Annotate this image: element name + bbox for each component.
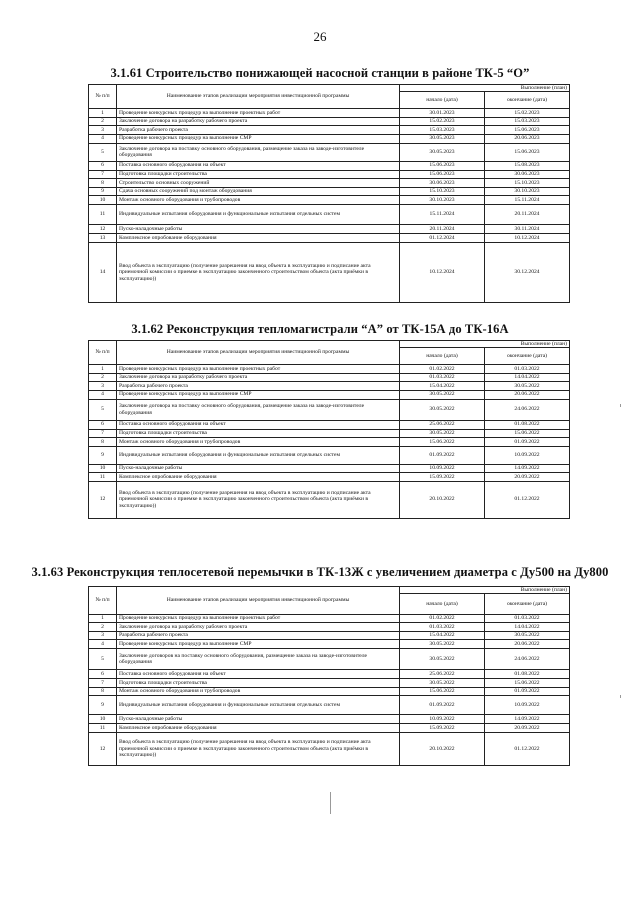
row-number: 1 (89, 365, 117, 374)
row-start-date: 15.02.2023 (400, 117, 485, 126)
row-number: 12 (89, 732, 117, 765)
row-end-date: 30.05.2022 (485, 631, 570, 640)
table-row (89, 179, 570, 188)
row-start-date: 15.03.2023 (400, 126, 485, 135)
table-row (89, 126, 570, 135)
table-row (89, 724, 570, 733)
row-end-date: 20.06.2022 (485, 390, 570, 399)
row-end-date: 01.08.2022 (485, 420, 570, 429)
table-row (89, 438, 570, 447)
row-stage-name: Разработка рабочего проекта (117, 382, 400, 391)
row-stage-name: Заключение договора на разработку рабочего проекта (117, 117, 400, 126)
row-start-date: 25.06.2022 (400, 420, 485, 429)
row-start-date: 30.05.2022 (400, 640, 485, 649)
row-end-date: 15.06.2023 (485, 126, 570, 135)
row-start-date: 20.10.2022 (400, 481, 485, 518)
row-end-date: 30.06.2023 (485, 170, 570, 179)
row-end-date: 24.06.2022 (485, 399, 570, 420)
table-row (89, 614, 570, 623)
row-number: 8 (89, 179, 117, 188)
row-end-date: 15.02.2023 (485, 109, 570, 118)
row-stage-name: Проведение конкурсных процедур на выполнение проектных работ (117, 614, 400, 623)
row-number: 5 (89, 143, 117, 161)
row-number: 9 (89, 446, 117, 464)
row-start-date: 30.05.2022 (400, 649, 485, 670)
table-row (89, 117, 570, 126)
row-number: 2 (89, 373, 117, 382)
row-stage-name: Ввод объекта в эксплуатацию (получение разрешения на ввод объекта в эксплуатацию и подписание акта приемочной комиссии о приемке в эксплуатацию законченного строительством объекта (акта приёмки в эксплуатацию)) (117, 732, 400, 765)
row-end-date: 10.09.2022 (485, 696, 570, 715)
header-execution: Выполнение (план) (400, 85, 570, 92)
row-stage-name: Сдача основных сооружений под монтаж оборудования (117, 187, 400, 196)
row-number: 2 (89, 117, 117, 126)
row-start-date: 30.05.2022 (400, 390, 485, 399)
header-name: Наименование этапов реализации мероприятия инвестиционной программы (117, 85, 400, 109)
row-number: 11 (89, 205, 117, 225)
header-end: окончание (дата) (485, 348, 570, 365)
table-row (89, 715, 570, 724)
row-stage-name: Разработка рабочего проекта (117, 126, 400, 135)
row-end-date: 01.08.2022 (485, 670, 570, 679)
row-number: 4 (89, 640, 117, 649)
row-number: 6 (89, 420, 117, 429)
row-number: 8 (89, 687, 117, 696)
row-start-date: 01.03.2022 (400, 373, 485, 382)
row-end-date: 20.11.2024 (485, 205, 570, 225)
section-title-3-1-63: 3.1.63 Реконструкция теплосетевой перемычки в ТК-13Ж с увеличением диаметра с Ду500 на Ду800 (31, 565, 609, 579)
row-start-date: 01.12.2024 (400, 234, 485, 243)
table-row (89, 234, 570, 243)
row-end-date: 15.06.2023 (485, 143, 570, 161)
section-title-3-1-62: 3.1.62 Реконструкция тепломагистрали “А” от ТК-15А до ТК-16А (131, 322, 509, 336)
row-number: 1 (89, 109, 117, 118)
header-execution: Выполнение (план) (400, 587, 570, 594)
row-end-date: 14.09.2022 (485, 715, 570, 724)
row-number: 6 (89, 670, 117, 679)
row-end-date: 30.05.2022 (485, 382, 570, 391)
row-stage-name: Пуско-наладочные работы (117, 225, 400, 234)
row-end-date: 20.09.2022 (485, 473, 570, 482)
row-end-date: 10.12.2024 (485, 234, 570, 243)
table-row (89, 640, 570, 649)
row-stage-name: Ввод объекта в эксплуатацию (получение разрешения на ввод объекта в эксплуатацию и подписание акта приемочной комиссии о приемке в эксплуатацию законченного строительством объекта (акта приёмки в эксплуатацию)) (117, 243, 400, 303)
row-end-date: 15.06.2022 (485, 679, 570, 688)
row-start-date: 15.06.2023 (400, 161, 485, 170)
row-number: 4 (89, 134, 117, 143)
row-start-date: 30.05.2022 (400, 679, 485, 688)
row-start-date: 30.10.2023 (400, 196, 485, 205)
row-start-date: 30.06.2023 (400, 179, 485, 188)
row-stage-name: Проведение конкурсных процедур на выполнение проектных работ (117, 365, 400, 374)
row-end-date: 15.03.2023 (485, 117, 570, 126)
row-stage-name: Заключение договора на разработку рабочего проекта (117, 373, 400, 382)
row-start-date: 15.11.2024 (400, 205, 485, 225)
table-row (89, 196, 570, 205)
row-number: 7 (89, 429, 117, 438)
row-stage-name: Пуско-наладочные работы (117, 715, 400, 724)
table-row (89, 631, 570, 640)
row-number: 3 (89, 631, 117, 640)
table-row (89, 679, 570, 688)
row-start-date: 10.09.2022 (400, 715, 485, 724)
row-stage-name: Проведение конкурсных процедур на выполнение СМР (117, 640, 400, 649)
row-end-date: 15.11.2024 (485, 196, 570, 205)
row-number: 3 (89, 382, 117, 391)
table-row (89, 382, 570, 391)
row-start-date: 30.05.2023 (400, 134, 485, 143)
table-row (89, 134, 570, 143)
row-end-date: 20.09.2022 (485, 724, 570, 733)
table-row (89, 170, 570, 179)
row-number: 5 (89, 649, 117, 670)
table-row (89, 732, 570, 765)
row-stage-name: Индивидуальные испытания оборудования и функциональные испытания отдельных систем (117, 446, 400, 464)
row-end-date: 24.06.2022 (485, 649, 570, 670)
row-end-date: 15.10.2023 (485, 179, 570, 188)
row-stage-name: Комплексное опробование оборудования (117, 234, 400, 243)
row-end-date: 01.09.2022 (485, 438, 570, 447)
row-start-date: 01.09.2022 (400, 446, 485, 464)
table-row (89, 696, 570, 715)
row-number: 8 (89, 438, 117, 447)
row-number: 3 (89, 126, 117, 135)
row-number: 2 (89, 623, 117, 632)
row-number: 9 (89, 187, 117, 196)
section-title-3-1-61: 3.1.61 Строительство понижающей насосной станции в районе ТК-5 “О” (110, 66, 530, 80)
row-number: 14 (89, 243, 117, 303)
table-row (89, 187, 570, 196)
row-stage-name: Заключение договора на поставку основного оборудования, размещение заказа на заводе-изготовителе оборудования (117, 143, 400, 161)
row-start-date: 15.10.2023 (400, 187, 485, 196)
header-end: окончание (дата) (485, 92, 570, 109)
row-end-date: 20.06.2023 (485, 134, 570, 143)
row-stage-name: Строительство основных сооружений (117, 179, 400, 188)
row-start-date: 25.06.2022 (400, 670, 485, 679)
row-start-date: 15.09.2022 (400, 724, 485, 733)
table-row (89, 429, 570, 438)
row-end-date: 10.09.2022 (485, 446, 570, 464)
row-number: 11 (89, 473, 117, 482)
row-start-date: 20.11.2024 (400, 225, 485, 234)
row-end-date: 01.03.2022 (485, 365, 570, 374)
row-stage-name: Поставка основного оборудования на объект (117, 420, 400, 429)
row-stage-name: Заключение договора на поставку основного оборудования, размещение заказа на заводе-изготовителе оборудования (117, 399, 400, 420)
row-stage-name: Монтаж основного оборудования и трубопроводов (117, 687, 400, 696)
row-start-date: 30.05.2023 (400, 143, 485, 161)
scan-mark (620, 404, 621, 407)
row-number: 1 (89, 614, 117, 623)
row-start-date: 20.10.2022 (400, 732, 485, 765)
row-number: 5 (89, 399, 117, 420)
row-start-date: 01.09.2022 (400, 696, 485, 715)
schedule-table-3-1-61 (88, 84, 570, 303)
table-row (89, 481, 570, 518)
row-stage-name: Поставка основного оборудования на объект (117, 161, 400, 170)
row-number: 7 (89, 679, 117, 688)
table-row (89, 399, 570, 420)
row-end-date: 30.10.2023 (485, 187, 570, 196)
header-execution: Выполнение (план) (400, 341, 570, 348)
table-row (89, 390, 570, 399)
row-number: 10 (89, 196, 117, 205)
row-stage-name: Разработка рабочего проекта (117, 631, 400, 640)
row-stage-name: Проведение конкурсных процедур на выполнение СМР (117, 390, 400, 399)
row-start-date: 15.06.2022 (400, 438, 485, 447)
table-row (89, 623, 570, 632)
row-end-date: 01.12.2022 (485, 481, 570, 518)
header-num: № п/п (89, 85, 117, 109)
row-start-date: 15.04.2022 (400, 631, 485, 640)
table-row (89, 373, 570, 382)
header-num: № п/п (89, 587, 117, 615)
table-row (89, 464, 570, 473)
scan-mark (330, 792, 331, 814)
page-number: 26 (313, 29, 327, 44)
table-row (89, 670, 570, 679)
row-start-date: 15.06.2022 (400, 687, 485, 696)
table-row (89, 161, 570, 170)
schedule-table-3-1-63 (88, 586, 570, 766)
row-end-date: 01.09.2022 (485, 687, 570, 696)
row-stage-name: Подготовка площадки строительства (117, 170, 400, 179)
scan-mark (620, 695, 621, 698)
row-start-date: 01.02.2022 (400, 614, 485, 623)
header-start: начало (дата) (400, 348, 485, 365)
row-stage-name: Монтаж основного оборудования и трубопроводов (117, 196, 400, 205)
row-start-date: 30.01.2023 (400, 109, 485, 118)
row-start-date: 01.02.2022 (400, 365, 485, 374)
table-row (89, 420, 570, 429)
header-start: начало (дата) (400, 92, 485, 109)
row-end-date: 30.11.2024 (485, 225, 570, 234)
row-number: 7 (89, 170, 117, 179)
row-stage-name: Ввод объекта в эксплуатацию (получение разрешения на ввод объекта в эксплуатацию и подписание акта приемочной комиссии о приемке в эксплуатацию законченного строительством объекта (акта приёмки в эксплуатацию)) (117, 481, 400, 518)
row-number: 11 (89, 724, 117, 733)
header-name: Наименование этапов реализации мероприятия инвестиционной программы (117, 587, 400, 615)
row-stage-name: Пуско-наладочные работы (117, 464, 400, 473)
row-start-date: 15.04.2022 (400, 382, 485, 391)
row-end-date: 15.08.2023 (485, 161, 570, 170)
row-stage-name: Проведение конкурсных процедур на выполнение проектных работ (117, 109, 400, 118)
row-start-date: 15.09.2022 (400, 473, 485, 482)
table-row (89, 109, 570, 118)
row-end-date: 01.03.2022 (485, 614, 570, 623)
row-start-date: 01.03.2022 (400, 623, 485, 632)
table-row (89, 243, 570, 303)
row-number: 12 (89, 225, 117, 234)
table-row (89, 225, 570, 234)
table-row (89, 649, 570, 670)
row-start-date: 10.09.2022 (400, 464, 485, 473)
table-row (89, 446, 570, 464)
row-end-date: 15.06.2022 (485, 429, 570, 438)
row-start-date: 10.12.2024 (400, 243, 485, 303)
row-end-date: 14.04.2022 (485, 373, 570, 382)
row-end-date: 14.04.2022 (485, 623, 570, 632)
row-stage-name: Индивидуальные испытания оборудования и функциональные испытания отдельных систем (117, 696, 400, 715)
header-end: окончание (дата) (485, 594, 570, 615)
row-end-date: 14.09.2022 (485, 464, 570, 473)
row-stage-name: Проведение конкурсных процедур на выполнение СМР (117, 134, 400, 143)
table-row (89, 687, 570, 696)
row-end-date: 30.12.2024 (485, 243, 570, 303)
row-stage-name: Комплексное опробование оборудования (117, 724, 400, 733)
row-number: 9 (89, 696, 117, 715)
header-start: начало (дата) (400, 594, 485, 615)
row-stage-name: Заключение договора на разработку рабочего проекта (117, 623, 400, 632)
row-end-date: 20.06.2022 (485, 640, 570, 649)
table-row (89, 205, 570, 225)
schedule-table-3-1-62 (88, 340, 570, 519)
row-start-date: 30.05.2022 (400, 429, 485, 438)
row-stage-name: Заключение договоров на поставку основного оборудования, размещение заказа на заводе-изготовителе оборудования (117, 649, 400, 670)
row-stage-name: Поставка основного оборудования на объект (117, 670, 400, 679)
row-number: 10 (89, 464, 117, 473)
header-name: Наименование этапов реализации мероприятия инвестиционной программы (117, 341, 400, 365)
row-stage-name: Подготовка площадки строительства (117, 429, 400, 438)
row-number: 4 (89, 390, 117, 399)
row-stage-name: Подготовка площадки строительства (117, 679, 400, 688)
table-row (89, 473, 570, 482)
row-stage-name: Комплексное опробование оборудования (117, 473, 400, 482)
row-number: 6 (89, 161, 117, 170)
row-stage-name: Монтаж основного оборудования и трубопроводов (117, 438, 400, 447)
row-stage-name: Индивидуальные испытания оборудования и функциональные испытания отдельных систем (117, 205, 400, 225)
row-start-date: 15.06.2023 (400, 170, 485, 179)
row-number: 12 (89, 481, 117, 518)
header-num: № п/п (89, 341, 117, 365)
row-start-date: 30.05.2022 (400, 399, 485, 420)
table-row (89, 365, 570, 374)
row-end-date: 01.12.2022 (485, 732, 570, 765)
row-number: 10 (89, 715, 117, 724)
row-number: 13 (89, 234, 117, 243)
table-row (89, 143, 570, 161)
